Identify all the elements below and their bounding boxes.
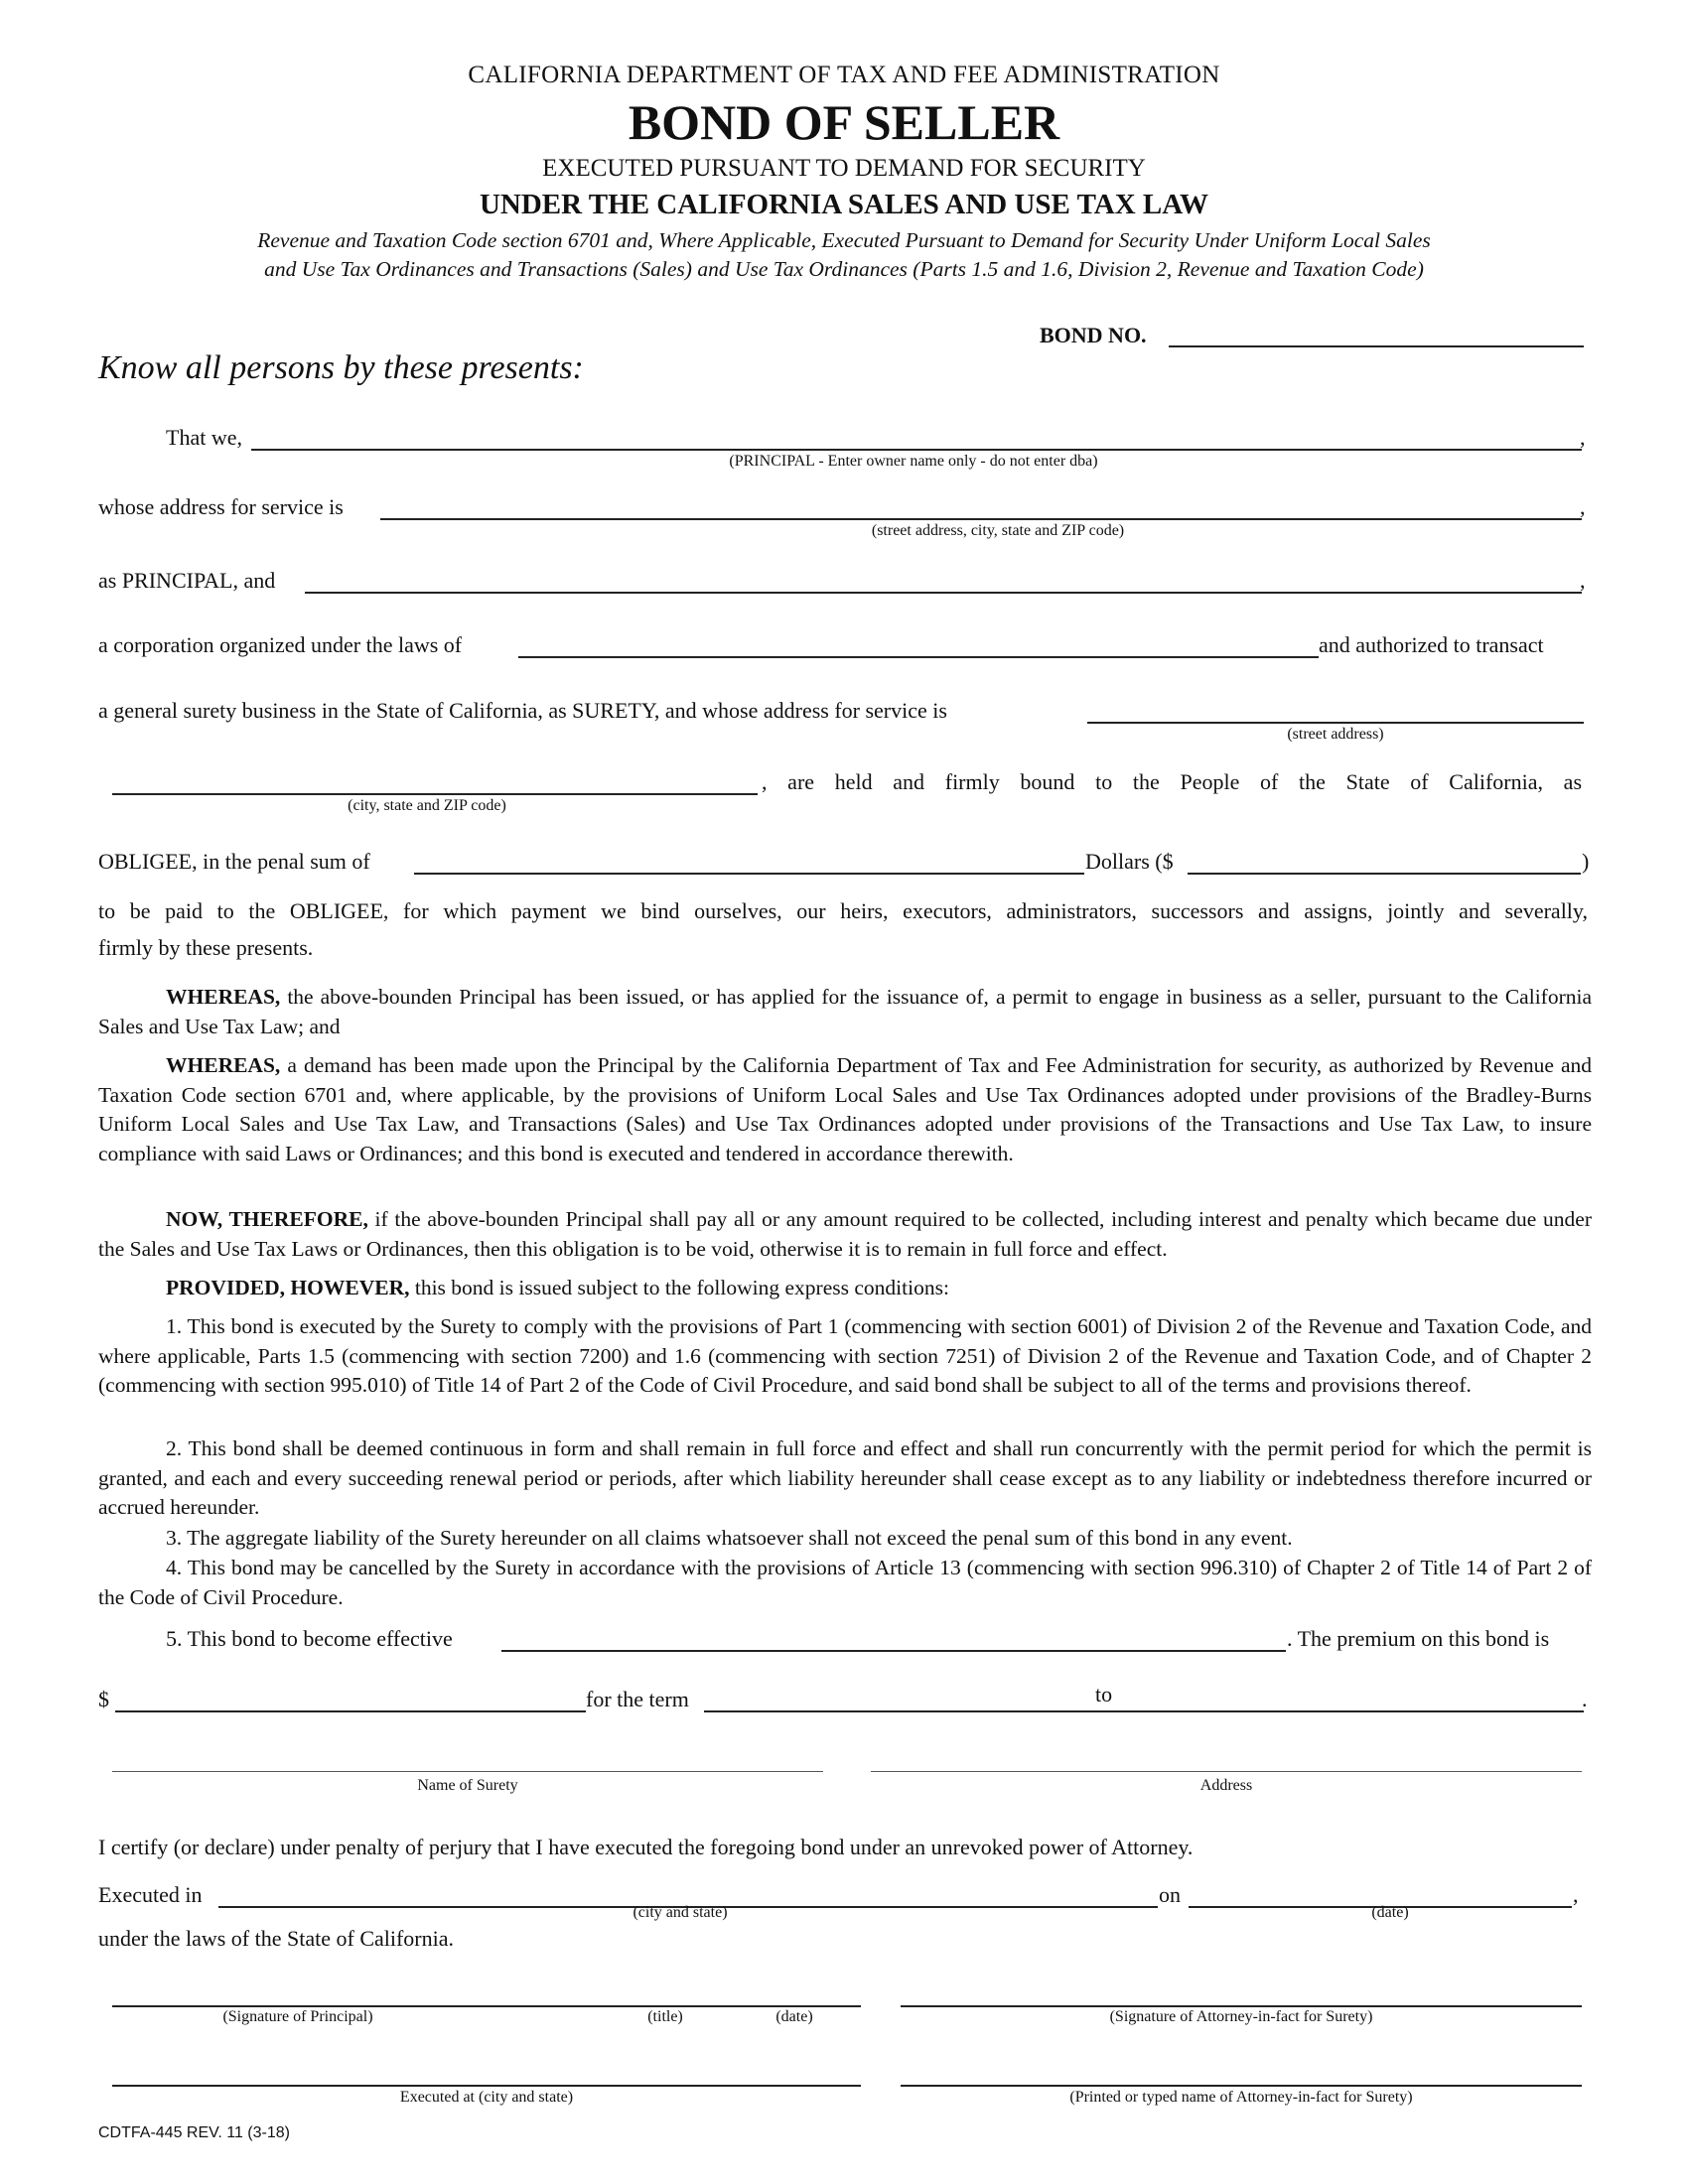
- address-input[interactable]: [385, 492, 1577, 518]
- name-of-surety-caption: Name of Surety: [417, 1777, 518, 1794]
- address-label: whose address for service is: [98, 494, 344, 519]
- address-caption: (street address, city, state and ZIP code): [871, 522, 1125, 539]
- surety-address-line: [871, 1771, 1582, 1772]
- under-laws-text: under the laws of the State of California.: [98, 1926, 455, 1951]
- term-to-label: to: [1095, 1682, 1113, 1706]
- subtitle-law: UNDER THE CALIFORNIA SALES AND USE TAX LAW: [479, 189, 1209, 220]
- date-caption: (date): [1371, 1904, 1409, 1921]
- agency-name: CALIFORNIA DEPARTMENT OF TAX AND FEE ADMINISTRATION: [468, 62, 1220, 88]
- effective-date-line: [501, 1650, 1286, 1652]
- now-therefore-text: if the above-bounden Principal shall pay all or any amount required to be collected, including interest and penalty which became due under the Sales and Use Tax Laws or Ordinances, then this obligation is to be void, otherwise it is to remain in full force and effect.: [98, 1207, 1592, 1261]
- surety-street-input[interactable]: [1092, 696, 1579, 722]
- executed-at-line: [112, 2085, 861, 2087]
- term-end-input[interactable]: [1142, 1685, 1579, 1710]
- whereas-paragraph-2: [98, 1051, 1592, 1168]
- executed-at-caption: Executed at (city and state): [399, 2089, 574, 2106]
- provided-text: this bond is issued subject to the following express conditions:: [409, 1276, 949, 1299]
- name-of-surety-line: [112, 1771, 823, 1772]
- premium-dollar-sign: $: [98, 1687, 109, 1711]
- surety-city-input[interactable]: [117, 767, 753, 793]
- executed-at-input[interactable]: [117, 2059, 856, 2085]
- bond-no-label: BOND NO.: [1040, 323, 1147, 347]
- now-therefore-lead: NOW, THEREFORE,: [166, 1207, 368, 1231]
- surety-address-caption: Address: [1199, 1777, 1253, 1794]
- executed-in-label: Executed in: [98, 1882, 203, 1907]
- address-comma: ,: [1580, 494, 1586, 519]
- firmly-text: firmly by these presents.: [98, 935, 314, 960]
- corporation-label: a corporation organized under the laws of: [98, 632, 463, 657]
- now-therefore-paragraph: [98, 1205, 1592, 1264]
- attorney-signature-line: [901, 2005, 1582, 2007]
- principal-line: [251, 449, 1582, 451]
- state-line: [518, 656, 1319, 658]
- title-caption: (title): [647, 2008, 683, 2025]
- penal-sum-words-line: [414, 873, 1084, 875]
- dollars-paren: ): [1582, 849, 1590, 874]
- dollars-label: Dollars ($: [1085, 849, 1174, 874]
- penal-sum-amount-input[interactable]: [1192, 847, 1577, 873]
- surety-city-line: [112, 793, 758, 795]
- signature-of-attorney-caption: (Signature of Attorney-in-fact for Surety): [1109, 2008, 1373, 2025]
- signature-date-caption: (date): [775, 2008, 813, 2025]
- as-principal-label: as PRINCIPAL, and: [98, 568, 276, 593]
- principal-comma: ,: [1580, 425, 1586, 450]
- to-be-paid-text: to be paid to the OBLIGEE, for which payment we bind ourselves, our heirs, executors, administrators, successors and assigns, jointly and severally,: [98, 898, 1588, 923]
- state-input[interactable]: [523, 630, 1314, 656]
- premium-amount-line: [115, 1710, 586, 1712]
- know-all-heading: Know all persons by these presents:: [98, 349, 584, 386]
- attorney-signature-input[interactable]: [906, 1979, 1577, 2005]
- term-label: for the term: [586, 1687, 689, 1711]
- executed-in-input[interactable]: [223, 1880, 1153, 1906]
- obligee-label: OBLIGEE, in the penal sum of: [98, 849, 370, 874]
- surety-name-line: [305, 592, 1582, 594]
- condition-4: 4. This bond may be cancelled by the Surety in accordance with the provisions of Article 13 (commencing with section 996.310) of Chapter 2 of Title 14 of Part 2 of the Code of Civil Procedure.: [98, 1556, 1592, 1609]
- penal-sum-amount-line: [1188, 873, 1581, 875]
- address-line: [380, 518, 1582, 520]
- form-title: BOND OF SELLER: [628, 94, 1060, 150]
- provided-lead: PROVIDED, HOWEVER,: [166, 1276, 410, 1299]
- surety-street-line: [1087, 722, 1584, 724]
- subtitle-executed: EXECUTED PURSUANT TO DEMAND FOR SECURITY: [542, 155, 1146, 182]
- street-caption: (street address): [1287, 726, 1384, 743]
- attorney-printed-name-line: [901, 2085, 1582, 2087]
- citation-line-2: and Use Tax Ordinances and Transactions (Sales) and Use Tax Ordinances (Parts 1.5 and 1.6, Division 2, Revenue and Taxation Code): [264, 257, 1424, 281]
- on-label: on: [1159, 1882, 1181, 1907]
- surety-address-input[interactable]: [876, 1745, 1577, 1771]
- form-id: CDTFA-445 REV. 11 (3-18): [98, 2124, 290, 2141]
- printed-name-caption: (Printed or typed name of Attorney-in-fact for Surety): [1069, 2089, 1413, 2106]
- whereas-paragraph-1: [98, 983, 1592, 1041]
- bond-no-line: [1169, 345, 1584, 347]
- citation-line-1: Revenue and Taxation Code section 6701 and, Where Applicable, Executed Pursuant to Demand for Security Under Uniform Local Sales: [257, 228, 1431, 252]
- condition-2: 2. This bond shall be deemed continuous in form and shall remain in full force and effect and shall run concurrently with the permit period for which the permit is granted, and each and every succeeding renewal period or periods, after which liability hereunder shall cease except as to any liability or indebtedness therefore incurred or accrued hereunder.: [98, 1436, 1592, 1519]
- executed-comma: ,: [1573, 1882, 1579, 1907]
- premium-amount-input[interactable]: [119, 1685, 582, 1710]
- whereas-lead-1: WHEREAS,: [166, 985, 281, 1009]
- penal-sum-words-input[interactable]: [419, 847, 1079, 873]
- premium-label: . The premium on this bond is: [1287, 1626, 1550, 1651]
- signature-of-principal-caption: (Signature of Principal): [222, 2008, 373, 2025]
- surety-business-label: a general surety business in the State of California, as SURETY, and whose address for service is: [98, 698, 947, 723]
- city-caption: (city, state and ZIP code): [348, 797, 506, 814]
- whereas-lead-2: WHEREAS,: [166, 1053, 281, 1077]
- bond-no-input[interactable]: [1172, 320, 1579, 345]
- provided-paragraph: [98, 1274, 1592, 1303]
- condition-1: 1. This bond is executed by the Surety to comply with the provisions of Part 1 (commencing with section 6001) of Division 2 of the Revenue and Taxation Code, and where applicable, Parts 1.5 (commencing with section 7200) and 1.6 (commencing with section 7251) of Division 2 of the Revenue and Taxation Code, and of Chapter 2 (commencing with section 995.010) of Title 14 of Part 2 of the Code of Civil Procedure, and said bond shall be subject to all of the terms and provisions thereof.: [98, 1314, 1592, 1397]
- term-start-input[interactable]: [709, 1685, 1066, 1710]
- principal-caption: (PRINCIPAL - Enter owner name only - do not enter dba): [729, 453, 1098, 470]
- principal-signature-line: [112, 2005, 861, 2007]
- name-of-surety-input[interactable]: [117, 1745, 818, 1771]
- that-we-label: That we,: [166, 425, 242, 450]
- condition-3: 3. The aggregate liability of the Surety hereunder on all claims whatsoever shall not exceed the penal sum of this bond in any event.: [166, 1526, 1293, 1550]
- surety-comma: ,: [1580, 568, 1586, 593]
- certify-text: I certify (or declare) under penalty of perjury that I have executed the foregoing bond under an unrevoked power of Attorney.: [98, 1835, 1194, 1859]
- effective-label: 5. This bond to become effective: [166, 1626, 453, 1651]
- effective-date-input[interactable]: [506, 1624, 1281, 1650]
- whereas-text-2: a demand has been made upon the Principal by the California Department of Tax and Fee Administration for security, as authorized by Revenue and Taxation Code section 6701 and, where applicable, by the provisions of Uniform Local Sales and Use Tax Ordinances adopted under provisions of the Bradley-Burns Uniform Local Sales and Use Tax Law, and Transactions (Sales) and Use Tax Ordinances adopted under provisions of the Transactions and Use Tax Law, to insure compliance with said Laws or Ordinances; and this bond is executed and tendered in accordance therewith.: [98, 1053, 1592, 1165]
- city-state-caption: (city and state): [633, 1904, 728, 1921]
- whereas-text-1: the above-bounden Principal has been issued, or has applied for the issuance of, a permit to engage in business as a seller, pursuant to the California Sales and Use Tax Law; and: [98, 985, 1592, 1038]
- attorney-printed-name-input[interactable]: [906, 2059, 1577, 2085]
- principal-signature-input[interactable]: [117, 1979, 856, 2005]
- term-line: [704, 1710, 1584, 1712]
- principal-input[interactable]: [256, 423, 1577, 449]
- authorized-label: and authorized to transact: [1319, 632, 1544, 657]
- surety-name-input[interactable]: [310, 566, 1577, 592]
- held-bound-text: , are held and firmly bound to the People of the State of California, as: [762, 769, 1582, 794]
- term-period: .: [1582, 1687, 1588, 1711]
- executed-date-input[interactable]: [1194, 1880, 1567, 1906]
